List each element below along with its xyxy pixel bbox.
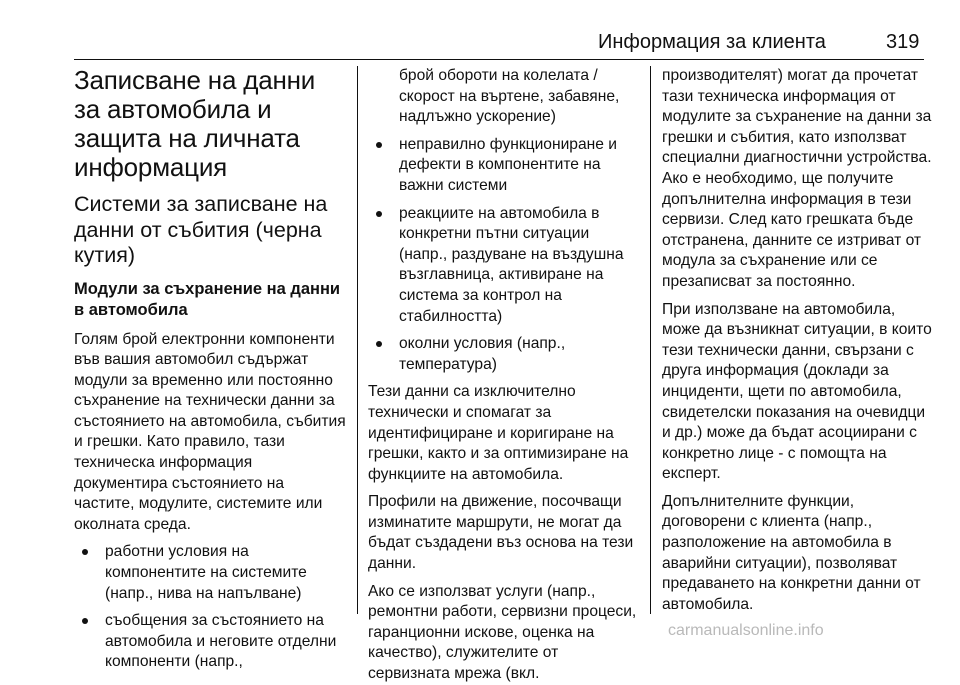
column-3 <box>662 66 934 614</box>
list-item-text: реакциите на автомобила в конкретни пътни ситуации (напр., раздуване на въздушна възглавница, активиране на система за контрол на стабилността) <box>399 204 624 325</box>
sub-subsection-heading: Модули за съхранение на данни в автомобила <box>74 279 341 319</box>
column-1 <box>74 65 346 671</box>
list-item-continuation <box>368 66 640 128</box>
list-item-text: околни условия (напр., температура) <box>399 335 566 373</box>
paragraph: При използване на автомобила, може да възникнат ситуации, в които тези технически данни, свързани с друга информация (доклади за инциденти, щети по автомобила, свидетелски показания на очевидци и др.) може да бъдат асоциирани с конкретно лице - с помощта на експерт. <box>662 300 932 483</box>
bullet-icon <box>82 618 88 624</box>
list-item-text: работни условия на компонентите на системите (напр., нива на напълване) <box>105 543 307 602</box>
paragraph: Профили на движение, посочващи изминатите маршрути, не могат да бъдат създадени въз основа на тези данни. <box>368 493 634 573</box>
subsection-heading: Системи за записване на данни от събития (черна кутия) <box>74 192 328 267</box>
bullet-icon <box>376 341 382 347</box>
footer-watermark: carmanualsonline.info <box>668 622 824 639</box>
list-item <box>368 204 640 328</box>
header-title: Информация за клиента <box>598 31 826 53</box>
page-number: 319 <box>886 31 920 53</box>
list-item-text: неправилно функциониране и дефекти в компонентите на важни системи <box>399 135 617 194</box>
bullet-icon <box>376 142 382 148</box>
paragraph: Тези данни са изключително технически и спомагат за идентифициране и коригиране на грешки, както и за оптимизиране на функциите на автомобила. <box>368 383 629 483</box>
column-2 <box>368 66 640 683</box>
section-heading: Записване на данни за автомобила и защита на личната информация <box>74 65 316 182</box>
list-item-text: съобщения за състоянието на автомобила и неговите отделни компоненти (напр., <box>105 612 337 671</box>
paragraph: Допълнителните функции, договорени с клиента (напр., разположение на автомобила в аварийни ситуации), позволяват предаването на конкретни данни от автомобила. <box>662 492 921 613</box>
paragraph: Ако се използват услуги (напр., ремонтни работи, сервизни процеси, гаранционни искове, оценка на качество), служителите от сервизната мрежа (вкл. <box>368 582 637 683</box>
paragraph: производителят) могат да прочетат тази техническа информация от модулите за съхранение на данни за грешки и събития, като използват специални диагностични устройства. Ако е необходимо, ще получите допълнителна информация в тези сервизи. След като грешката бъде отстранена, данните се изтриват от модула за съхранение или се презаписват за постоянно. <box>662 67 932 290</box>
bullet-icon <box>376 211 382 217</box>
list-item <box>368 135 640 197</box>
column-divider <box>650 66 651 614</box>
bullet-icon <box>82 549 88 555</box>
list-item <box>74 611 346 673</box>
list-item-text: брой обороти на колелата / скорост на въртене, забавяне, надлъжно ускорение) <box>399 67 620 126</box>
list-item <box>74 542 346 604</box>
list-item <box>368 334 640 375</box>
paragraph: Голям брой електронни компоненти във вашия автомобил съдържат модули за временно или постоянно съхранение на технически данни за състоянието на автомобила, събития и грешки. Като правило, тази техническа информация документира състоянието на частите, модулите, системите или околната среда. <box>74 330 346 533</box>
header-divider <box>74 59 924 60</box>
column-divider <box>357 66 358 614</box>
bullet-list <box>368 66 640 375</box>
bullet-list <box>74 542 346 673</box>
